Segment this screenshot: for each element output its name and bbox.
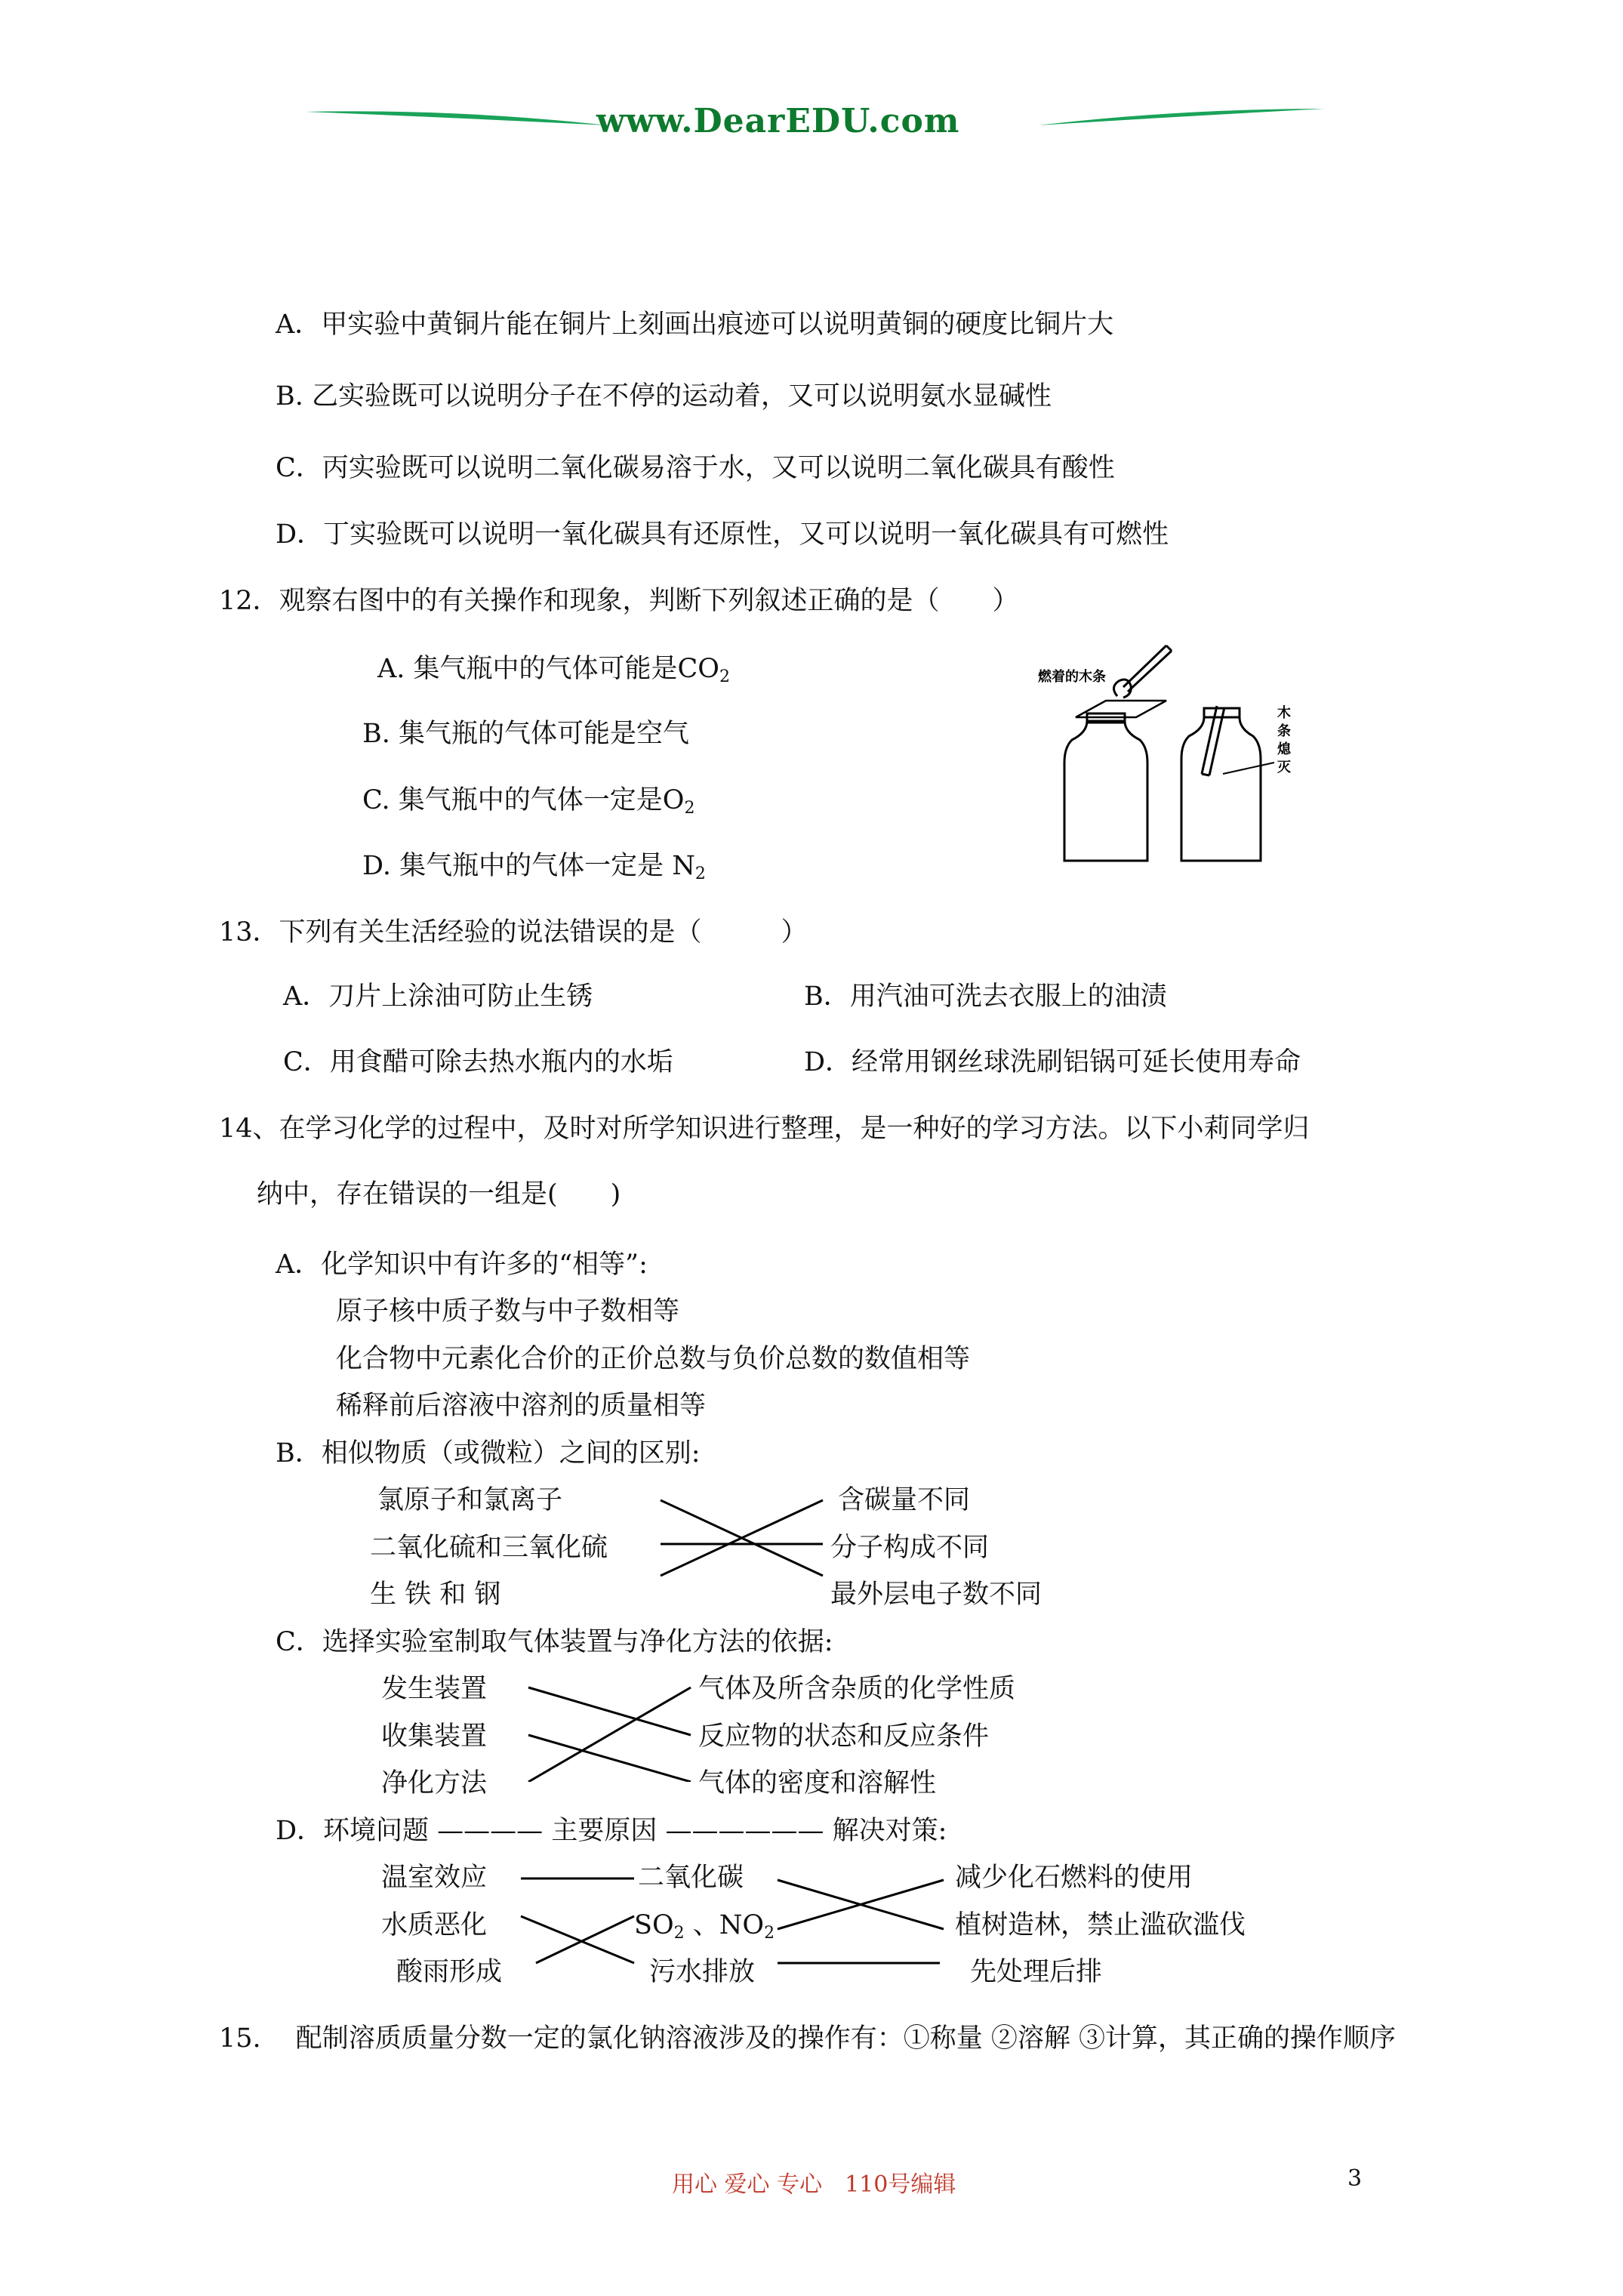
q14-b-right: 含碳量不同 bbox=[838, 1485, 971, 1515]
q14-d-lines-right bbox=[770, 1865, 951, 1978]
q14-d-right: 减少化石燃料的使用 bbox=[955, 1863, 1193, 1893]
extinguished-label-4: 灭 bbox=[1277, 760, 1291, 775]
q14-d-mid: $SO_2$ 、$NO_2$ bbox=[634, 1910, 775, 1943]
q14-b-left: 生 铁 和 钢 bbox=[370, 1579, 501, 1610]
q14-b-right: 最外层电子数不同 bbox=[830, 1579, 1042, 1610]
q14-d-title: D．环境问题 ———— 主要原因 —————— 解决对策: bbox=[276, 1816, 947, 1846]
q15-stem: 15. 配制溶质质量分数一定的氯化钠溶液涉及的操作有：①称量 ②溶解 ③计算，其正确的操作顺序 bbox=[219, 2023, 1397, 2054]
q14-d-left: 酸雨形成 bbox=[396, 1957, 503, 1987]
q12-stem: 12．观察右图中的有关操作和现象，判断下列叙述正确的是（ ） bbox=[219, 586, 1019, 616]
extinguished-label-1: 木 bbox=[1277, 705, 1291, 721]
q13-option-a: A．刀片上涂油可防止生锈 bbox=[283, 982, 593, 1012]
q14-d-left: 水质恶化 bbox=[381, 1910, 488, 1940]
q14-a-item: 稀释前后溶液中溶剂的质量相等 bbox=[336, 1391, 707, 1421]
q12-option-c: C. 集气瓶中的气体一定是$O_2$ bbox=[362, 785, 695, 818]
q11-option-c: C．丙实验既可以说明二氧化碳易溶于水，又可以说明二氧化碳具有酸性 bbox=[276, 453, 1115, 483]
q12-option-b: B. 集气瓶的气体可能是空气 bbox=[362, 719, 689, 749]
header-swoosh-left bbox=[306, 106, 608, 136]
q13-stem: 13．下列有关生活经验的说法错误的是（ ） bbox=[219, 917, 808, 948]
header-site: www.DearEDU.com bbox=[596, 102, 960, 140]
gas-bottle-figure bbox=[1034, 642, 1306, 868]
q14-c-left: 净化方法 bbox=[381, 1768, 488, 1798]
q14-stem-line2: 纳中，存在错误的一组是( ) bbox=[257, 1179, 621, 1210]
q14-a-item: 原子核中质子数与中子数相等 bbox=[336, 1296, 680, 1327]
burning-stick-label: 燃着的木条 bbox=[1038, 669, 1106, 685]
q14-b-title: B．相似物质（或微粒）之间的区别: bbox=[276, 1438, 701, 1469]
q11-option-a: A．甲实验中黄铜片能在铜片上刻画出痕迹可以说明黄铜的硬度比铜片大 bbox=[276, 310, 1114, 340]
q14-c-right: 气体的密度和溶解性 bbox=[698, 1768, 937, 1798]
q14-c-lines bbox=[525, 1676, 698, 1782]
pointer-line bbox=[1223, 763, 1274, 774]
q14-d-mid: 二氧化碳 bbox=[638, 1863, 744, 1893]
q11-option-b: B. 乙实验既可以说明分子在不停的运动着，又可以说明氨水显碱性 bbox=[276, 381, 1052, 411]
q14-d-right: 植树造林，禁止滥砍滥伐 bbox=[955, 1910, 1246, 1940]
q14-c-title: C．选择实验室制取气体装置与净化方法的依据: bbox=[276, 1627, 833, 1657]
page-number: 3 bbox=[1347, 2165, 1363, 2192]
q14-c-left: 发生装置 bbox=[381, 1674, 488, 1704]
q14-c-left: 收集装置 bbox=[381, 1721, 488, 1752]
extinguished-label-3: 熄 bbox=[1277, 741, 1291, 757]
q14-d-lines-left bbox=[513, 1865, 642, 1978]
q14-b-lines bbox=[657, 1491, 830, 1597]
q13-option-c: C．用食醋可除去热水瓶内的水垢 bbox=[283, 1047, 673, 1077]
extinguished-label-2: 条 bbox=[1277, 723, 1291, 739]
glass-plate bbox=[1076, 701, 1166, 717]
q14-a-item: 化合物中元素化合价的正价总数与负价总数的数值相等 bbox=[336, 1344, 971, 1374]
q14-b-right: 分子构成不同 bbox=[830, 1533, 990, 1563]
q14-a-title: A．化学知识中有许多的“相等”: bbox=[276, 1250, 648, 1280]
q13-option-d: D．经常用钢丝球洗刷铝锅可延长使用寿命 bbox=[804, 1047, 1301, 1077]
q13-option-b: B．用汽油可洗去衣服上的油渍 bbox=[804, 982, 1167, 1012]
burning-stick-icon bbox=[1113, 646, 1172, 698]
footer-text: 用心 爱心 专心 110号编辑 bbox=[672, 2171, 956, 2198]
q14-d-mid: 污水排放 bbox=[649, 1957, 756, 1987]
right-gas-bottle bbox=[1181, 708, 1261, 861]
q14-c-right: 气体及所含杂质的化学性质 bbox=[698, 1674, 1016, 1704]
q14-d-left: 温室效应 bbox=[381, 1863, 488, 1893]
q12-option-a: A. 集气瓶中的气体可能是$CO_2$ bbox=[377, 654, 731, 686]
q12-option-d: D. 集气瓶中的气体一定是 $N_2$ bbox=[362, 851, 706, 883]
q14-d-right: 先处理后排 bbox=[970, 1957, 1103, 1987]
q11-option-d: D．丁实验既可以说明一氧化碳具有还原性，又可以说明一氧化碳具有可燃性 bbox=[276, 519, 1169, 550]
q14-b-left: 氯原子和氯离子 bbox=[377, 1485, 563, 1515]
q14-b-left: 二氧化硫和三氧化硫 bbox=[370, 1533, 608, 1563]
q14-stem-line1: 14、在学习化学的过程中，及时对所学知识进行整理，是一种好的学习方法。以下小莉同学归 bbox=[219, 1114, 1310, 1144]
q14-c-right: 反应物的状态和反应条件 bbox=[698, 1721, 990, 1752]
header-swoosh-right bbox=[1038, 106, 1325, 136]
left-gas-bottle bbox=[1064, 713, 1147, 861]
